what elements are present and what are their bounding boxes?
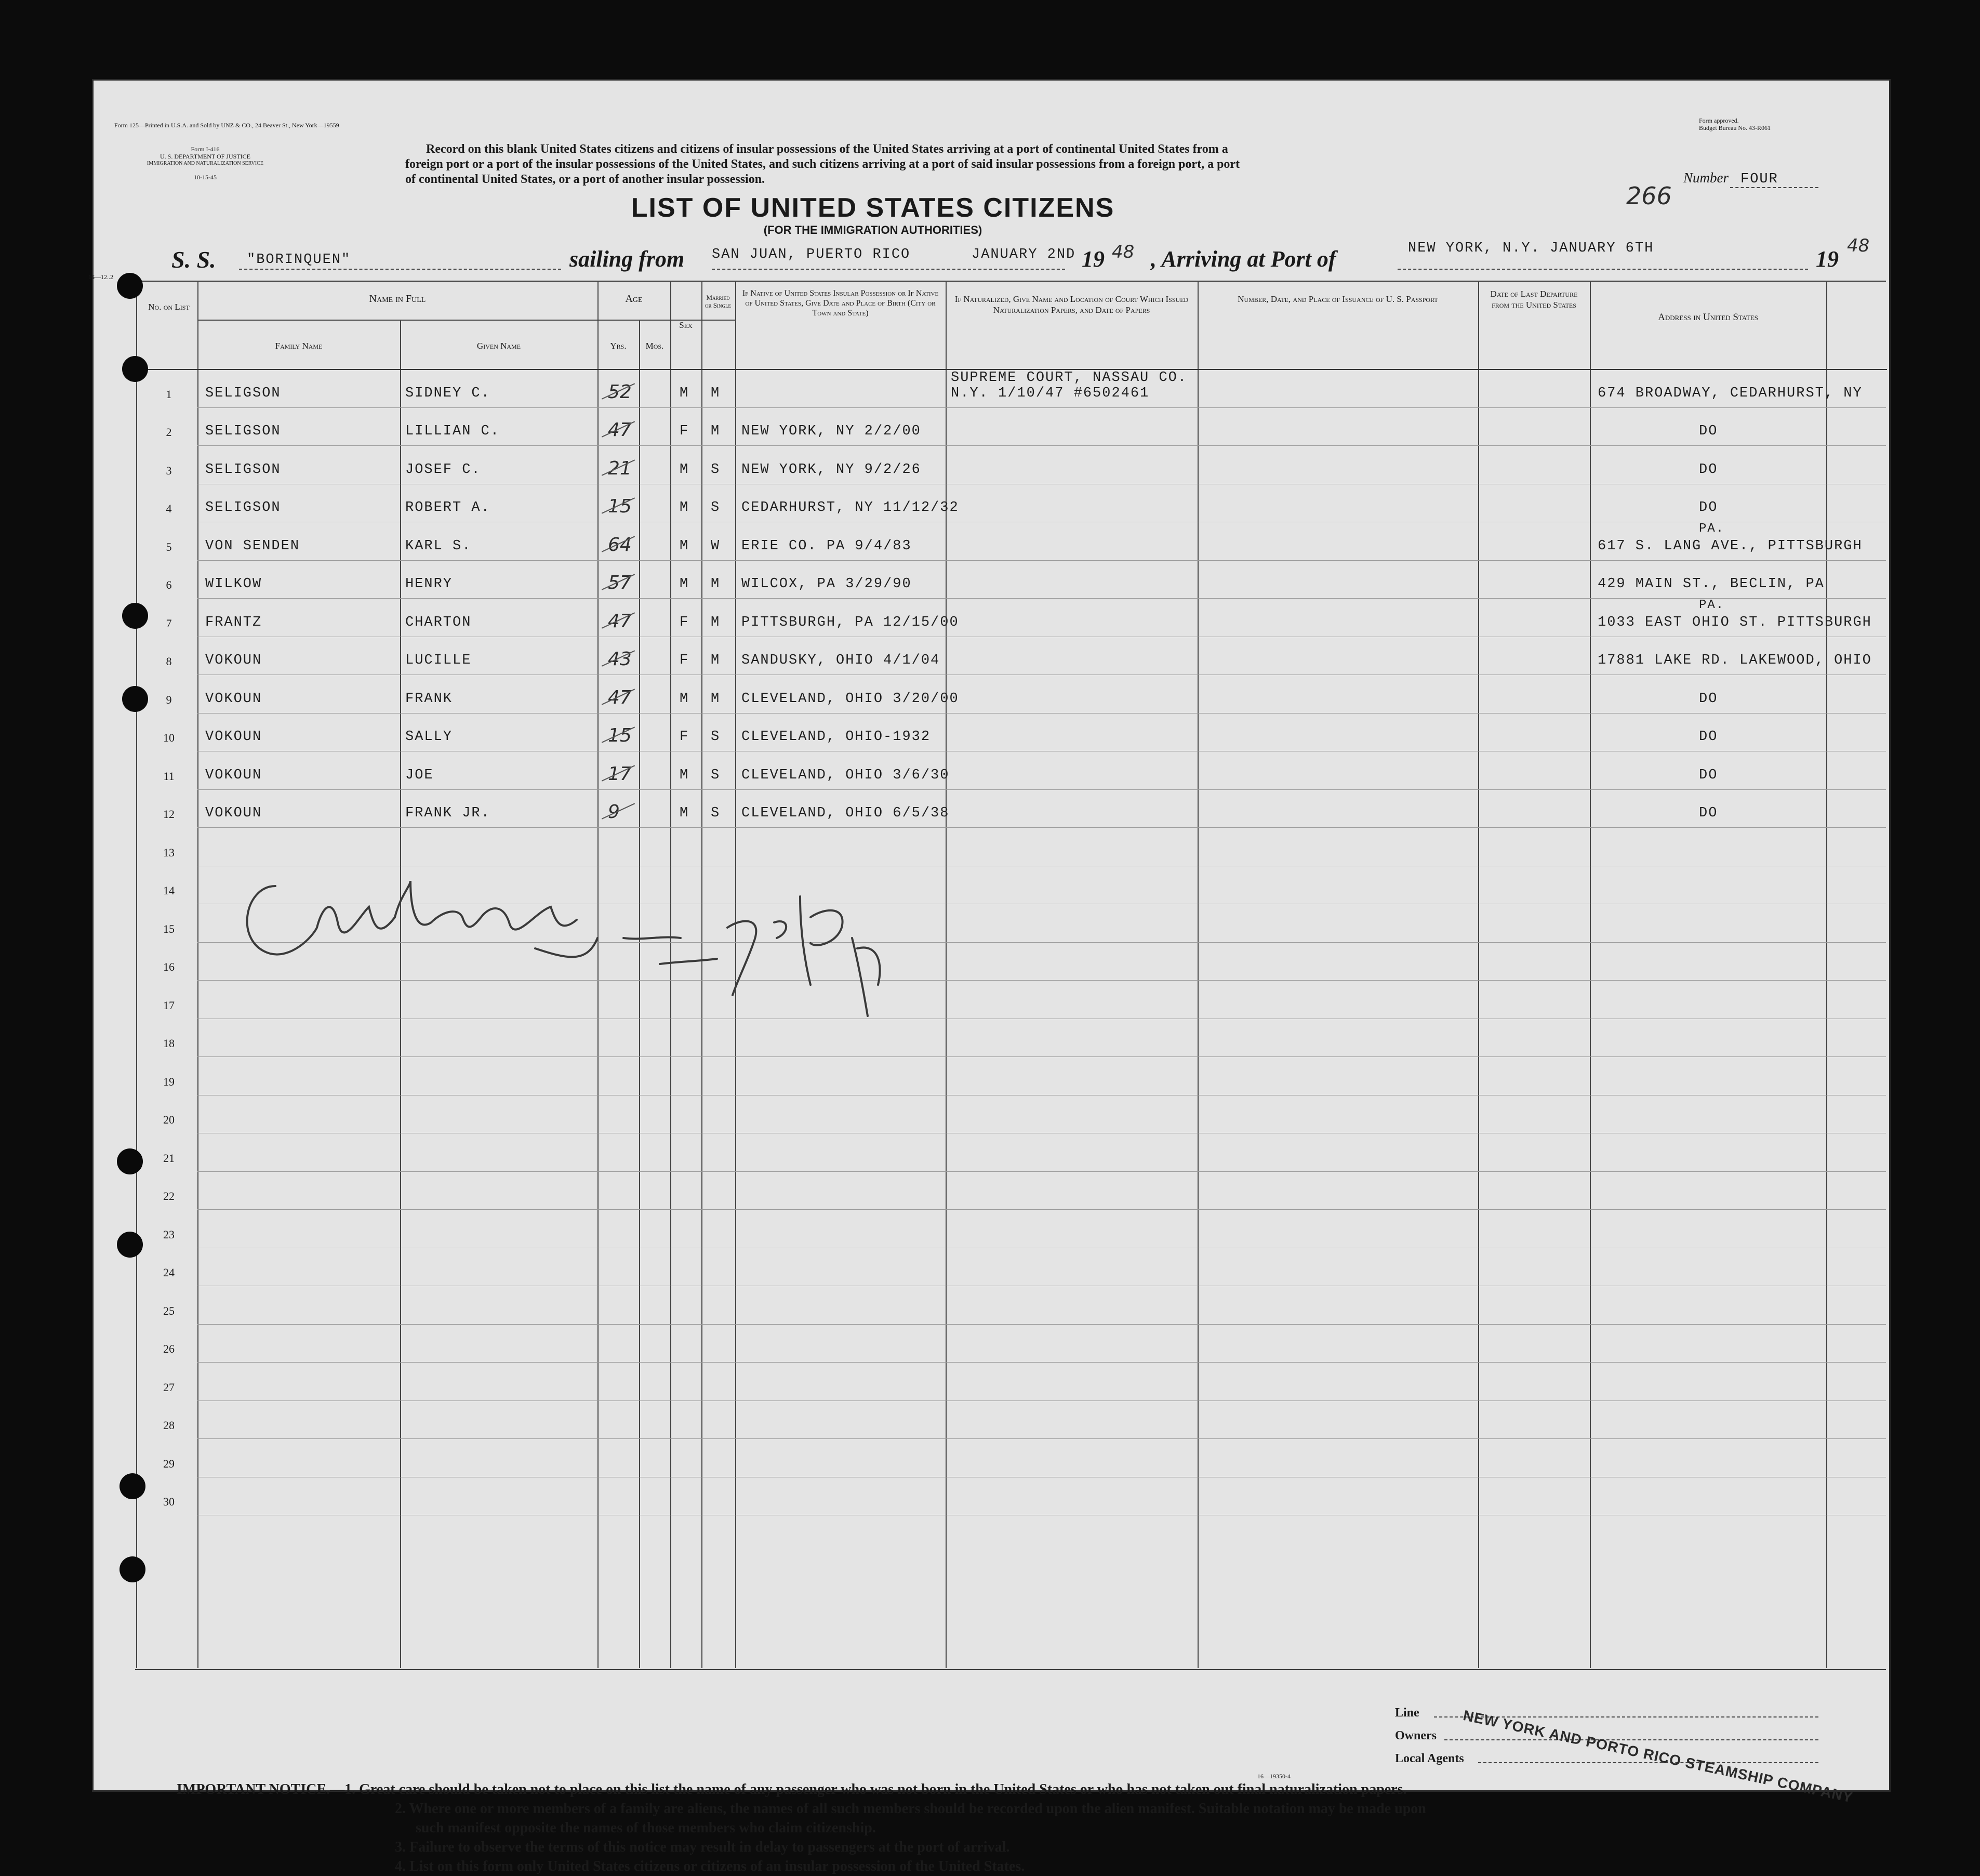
- binder-hole: [117, 273, 143, 299]
- col-married-header: Married or Single: [705, 294, 731, 309]
- column-divider: [1590, 281, 1591, 1668]
- age-cell: 21: [608, 457, 632, 479]
- birthplace-cell: CEDARHURST, NY 11/12/32: [741, 500, 959, 516]
- handwritten-signature: [213, 829, 888, 1047]
- row-rule: [197, 1438, 1886, 1439]
- family-name-cell: VOKOUN: [205, 653, 262, 668]
- row-number: 11: [163, 769, 175, 783]
- address-cell: 1033 EAST OHIO ST. PITTSBURGH: [1598, 614, 1872, 630]
- address-cell: DO: [1699, 424, 1718, 439]
- arriving-year: 48: [1847, 235, 1870, 256]
- given-name-cell: LUCILLE: [405, 653, 472, 668]
- marital-cell: M: [711, 614, 721, 630]
- row-number: 24: [163, 1266, 175, 1279]
- row-number: 3: [166, 464, 172, 477]
- row-number: 1: [166, 387, 172, 401]
- col-age-header: Age: [625, 293, 643, 305]
- number-value: FOUR: [1740, 171, 1778, 187]
- marital-cell: S: [711, 500, 721, 516]
- column-divider: [197, 281, 198, 1668]
- marital-cell: S: [711, 805, 721, 821]
- birthplace-cell: CLEVELAND, OHIO-1932: [741, 729, 931, 745]
- birthplace-cell: ERIE CO. PA 9/4/83: [741, 538, 912, 554]
- given-name-cell: JOSEF C.: [405, 461, 481, 478]
- col-sex-header: Sex: [679, 320, 693, 330]
- given-name-cell: JOE: [405, 767, 434, 783]
- marital-cell: M: [711, 424, 721, 439]
- row-rule: [197, 1056, 1886, 1057]
- row-number: 14: [163, 884, 175, 897]
- binder-hole: [117, 1232, 143, 1258]
- instructions-line: of continental United States, or a port of another insular possession.: [405, 173, 765, 186]
- sex-cell: M: [680, 805, 689, 821]
- row-number: 6: [166, 578, 172, 591]
- row-number: 12: [163, 808, 175, 821]
- marital-cell: W: [711, 538, 721, 554]
- number-underline: [1730, 187, 1818, 188]
- row-rule: [197, 1324, 1886, 1325]
- important-notice: [177, 1780, 1881, 1876]
- sex-cell: M: [680, 576, 689, 592]
- sex-cell: F: [680, 614, 689, 630]
- age-cell: 47: [608, 686, 632, 708]
- instructions-line: foreign port or a port of the insular possessions of the United States, and such citizens arriving at a port of said insular possessions from a foreign port, a port: [405, 157, 1240, 171]
- notice-line-2: 2. Where one or more members of a family are aliens, the names of all such members should be recorded upon the alien manifest. Suitable notation may be made upon: [395, 1801, 1426, 1817]
- address-cell: 17881 LAKE RD. LAKEWOOD, OHIO: [1598, 653, 1872, 668]
- form-date: 10-15-45: [194, 174, 217, 181]
- age-cell: 57: [608, 572, 632, 593]
- sex-cell: M: [680, 538, 689, 554]
- family-name-cell: VOKOUN: [205, 805, 262, 821]
- form-code: 16—19350-4: [1257, 1773, 1291, 1780]
- col-naturalized-header: If Naturalized, Give Name and Location of Court Which Issued Naturalization Papers, and Date of Papers: [954, 294, 1189, 315]
- company-stamp: NEW YORK AND PORTO RICO STEAMSHIP COMPANY: [1461, 1707, 1855, 1806]
- page-title: LIST OF UNITED STATES CITIZENS: [631, 193, 1115, 223]
- row-number: 17: [163, 998, 175, 1012]
- page-subtitle: (FOR THE IMMIGRATION AUTHORITIES): [763, 223, 982, 236]
- birthplace-cell: CLEVELAND, OHIO 3/6/30: [741, 767, 950, 783]
- col-departure-header: Date of Last Departure from the United States: [1490, 289, 1578, 310]
- binder-hole: [119, 1556, 145, 1582]
- row-rule: [197, 713, 1886, 714]
- row-rule: [197, 1171, 1886, 1172]
- address-note: PA.: [1699, 598, 1725, 612]
- number-label: Number: [1683, 170, 1729, 186]
- birthplace-cell: NEW YORK, NY 9/2/26: [741, 461, 921, 478]
- form-approved: Form approved.: [1699, 117, 1739, 124]
- arriving-port: NEW YORK, N.Y. JANUARY 6TH: [1408, 241, 1654, 256]
- address-cell: DO: [1699, 691, 1718, 707]
- age-cell: 43: [608, 649, 632, 670]
- age-cell: 52: [608, 381, 632, 403]
- row-number: 15: [163, 922, 175, 935]
- marital-cell: M: [711, 576, 721, 592]
- age-cell: 15: [608, 496, 632, 517]
- column-divider: [1478, 281, 1479, 1668]
- notice-line-1: [177, 1780, 1881, 1799]
- given-name-cell: KARL S.: [405, 538, 472, 554]
- sailing-from-label: sailing from: [569, 246, 685, 272]
- binder-hole: [122, 686, 148, 712]
- col-given-name-header: Given Name: [476, 341, 521, 351]
- age-cell: 9: [608, 801, 620, 823]
- row-rule: [197, 1209, 1886, 1210]
- sex-cell: M: [680, 461, 689, 478]
- row-number: 27: [163, 1380, 175, 1394]
- birthplace-cell: WILCOX, PA 3/29/90: [741, 576, 912, 592]
- sailing-date: JANUARY 2ND: [972, 247, 1076, 262]
- family-name-cell: WILKOW: [205, 576, 262, 592]
- given-name-cell: SALLY: [405, 729, 453, 745]
- row-rule: [197, 1362, 1886, 1363]
- given-name-cell: FRANK JR.: [405, 805, 490, 821]
- row-number: 30: [163, 1495, 175, 1508]
- row-rule: [197, 407, 1886, 408]
- binder-hole: [122, 356, 148, 382]
- address-cell: 617 S. LANG AVE., PITTSBURGH: [1598, 538, 1863, 554]
- sex-cell: M: [680, 691, 689, 707]
- sailing-year-prefix: 19: [1082, 246, 1105, 272]
- owners-label: Owners: [1395, 1729, 1437, 1742]
- arriving-label: , Arriving at Port of: [1151, 246, 1336, 272]
- row-number: 21: [163, 1151, 175, 1165]
- column-divider: [1198, 281, 1199, 1668]
- marital-cell: S: [711, 767, 721, 783]
- row-number: 28: [163, 1419, 175, 1432]
- ship-underline: [239, 269, 561, 270]
- ss-label: S. S.: [171, 246, 216, 273]
- sex-cell: M: [680, 767, 689, 783]
- side-code: 16—12..2: [88, 273, 113, 281]
- marital-cell: M: [711, 385, 721, 401]
- col-mos-header: Mos.: [645, 341, 664, 351]
- family-name-cell: SELIGSON: [205, 461, 281, 478]
- row-number: 8: [166, 655, 172, 668]
- binder-hole: [117, 1148, 143, 1174]
- row-number: 25: [163, 1304, 175, 1317]
- arriving-underline: [1398, 269, 1808, 270]
- row-number: 22: [163, 1190, 175, 1203]
- col-name-in-full-header: Name in Full: [369, 293, 426, 305]
- family-name-cell: SELIGSON: [205, 500, 281, 516]
- row-number: 10: [163, 731, 175, 744]
- given-name-cell: CHARTON: [405, 614, 472, 630]
- row-rule: [197, 445, 1886, 446]
- birthplace-cell: CLEVELAND, OHIO 6/5/38: [741, 805, 950, 821]
- owners-underline: [1444, 1739, 1818, 1740]
- notice-line-2b: such manifest opposite the names of those members who claim citizenship.: [416, 1820, 876, 1836]
- marital-cell: S: [711, 729, 721, 745]
- row-number: 20: [163, 1113, 175, 1126]
- given-name-cell: LILLIAN C.: [405, 424, 500, 439]
- birthplace-cell: NEW YORK, NY 2/2/00: [741, 424, 921, 439]
- sailing-underline: [712, 269, 1065, 270]
- row-rule: [197, 789, 1886, 790]
- col-no-header: No. on List: [148, 302, 190, 312]
- sailing-from-port: SAN JUAN, PUERTO RICO: [712, 247, 911, 262]
- sex-cell: F: [680, 424, 689, 439]
- given-name-cell: ROBERT A.: [405, 500, 490, 516]
- address-cell: 429 MAIN ST., BECLIN, PA: [1598, 576, 1825, 592]
- approval-block: [1699, 117, 1771, 131]
- notice-text: 1. Great care should be taken not to place on this list the name of any passenger who was not born in the United States or who has not taken out final naturalization papers.: [344, 1781, 1407, 1798]
- row-number: 19: [163, 1075, 175, 1088]
- family-name-cell: SELIGSON: [205, 424, 281, 439]
- arriving-year-prefix: 19: [1816, 246, 1839, 272]
- instructions: [405, 142, 1626, 187]
- row-number: 16: [163, 960, 175, 973]
- age-cell: 47: [608, 419, 632, 441]
- address-cell: DO: [1699, 729, 1718, 745]
- form-printer-line: Form 125—Printed in U.S.A. and Sold by UNZ & CO., 24 Beaver St., New York—19559: [114, 122, 339, 129]
- col-native-header: If Native of United States Insular Possession or If Native of United States, Give Date and Place of Birth (City or Town and State): [742, 289, 939, 318]
- column-divider: [1826, 281, 1827, 1668]
- row-rule: [197, 598, 1886, 599]
- header-separator: [197, 320, 735, 321]
- row-rule: [197, 560, 1886, 561]
- naturalization-cell-line2: N.Y. 1/10/47 #6502461: [951, 385, 1150, 401]
- form-id-block: [145, 146, 265, 181]
- address-cell: DO: [1699, 500, 1718, 516]
- instructions-line: Record on this blank United States citizens and citizens of insular possessions of the United States arriving at a port of continental United States from a: [426, 142, 1228, 156]
- sex-cell: M: [680, 500, 689, 516]
- marital-cell: S: [711, 461, 721, 478]
- manifest-sheet: [88, 81, 1889, 1874]
- row-rule: [197, 827, 1886, 828]
- form-number: Form I-416: [191, 146, 220, 153]
- address-cell: DO: [1699, 805, 1718, 821]
- naturalization-cell: SUPREME COURT, NASSAU CO.: [951, 369, 1188, 386]
- col-address-header: Address in United States: [1658, 312, 1758, 323]
- col-family-name-header: Family Name: [275, 341, 323, 351]
- service-name: IMMIGRATION AND NATURALIZATION SERVICE: [147, 161, 263, 166]
- sex-cell: F: [680, 729, 689, 745]
- col-passport-header: Number, Date, and Place of Issuance of U. S. Passport: [1238, 294, 1438, 304]
- marital-cell: M: [711, 691, 721, 707]
- arriving-label-text: Arriving at Port of: [1161, 246, 1336, 272]
- age-cell: 15: [608, 725, 632, 746]
- family-name-cell: VON SENDEN: [205, 538, 300, 554]
- sailing-year: 48: [1112, 242, 1135, 262]
- row-number: 23: [163, 1227, 175, 1241]
- birthplace-cell: CLEVELAND, OHIO 3/20/00: [741, 691, 959, 707]
- row-number: 29: [163, 1457, 175, 1470]
- age-cell: 64: [608, 534, 632, 556]
- page-number-handwritten: 266: [1626, 182, 1672, 210]
- sex-cell: F: [680, 653, 689, 668]
- given-name-cell: FRANK: [405, 691, 453, 707]
- binder-hole: [119, 1473, 145, 1499]
- notice-line-4: 4. List on this form only United States citizens or citizens of an insular possession of the United States.: [395, 1858, 1025, 1874]
- family-name-cell: VOKOUN: [205, 767, 262, 783]
- ship-name: "BORINQUEN": [247, 252, 351, 268]
- given-name-cell: HENRY: [405, 576, 453, 592]
- address-cell: DO: [1699, 767, 1718, 783]
- family-name-cell: VOKOUN: [205, 729, 262, 745]
- row-number: 13: [163, 845, 175, 859]
- line-label: Line: [1395, 1706, 1419, 1720]
- row-number: 26: [163, 1342, 175, 1355]
- agents-label: Local Agents: [1395, 1752, 1464, 1765]
- row-number: 5: [166, 540, 172, 553]
- address-cell: DO: [1699, 461, 1718, 478]
- row-number: 9: [166, 693, 172, 706]
- sex-cell: M: [680, 385, 689, 401]
- family-name-cell: VOKOUN: [205, 691, 262, 707]
- family-name-cell: SELIGSON: [205, 385, 281, 401]
- age-cell: 17: [608, 763, 632, 785]
- row-number: 2: [166, 426, 172, 439]
- address-cell: 674 BROADWAY, CEDARHURST, NY: [1598, 385, 1863, 401]
- binder-hole: [122, 603, 148, 629]
- department-name: U. S. DEPARTMENT OF JUSTICE: [160, 153, 250, 160]
- row-number: 18: [163, 1037, 175, 1050]
- notice-title: IMPORTANT NOTICE.—: [177, 1781, 345, 1798]
- row-number: 7: [166, 616, 172, 630]
- col-yrs-header: Yrs.: [610, 341, 627, 351]
- address-note: PA.: [1699, 521, 1725, 536]
- column-divider: [946, 281, 947, 1668]
- family-name-cell: FRANTZ: [205, 614, 262, 630]
- age-cell: 47: [608, 610, 632, 632]
- row-number: 4: [166, 502, 172, 515]
- birthplace-cell: SANDUSKY, OHIO 4/1/04: [741, 653, 940, 668]
- column-divider: [136, 281, 137, 1668]
- given-name-cell: SIDNEY C.: [405, 385, 490, 401]
- notice-line-3: 3. Failure to observe the terms of this notice may result in delay to passengers at the port of arrival.: [395, 1839, 1010, 1855]
- budget-number: Budget Bureau No. 43-R061: [1699, 124, 1771, 131]
- marital-cell: M: [711, 653, 721, 668]
- birthplace-cell: PITTSBURGH, PA 12/15/00: [741, 614, 959, 630]
